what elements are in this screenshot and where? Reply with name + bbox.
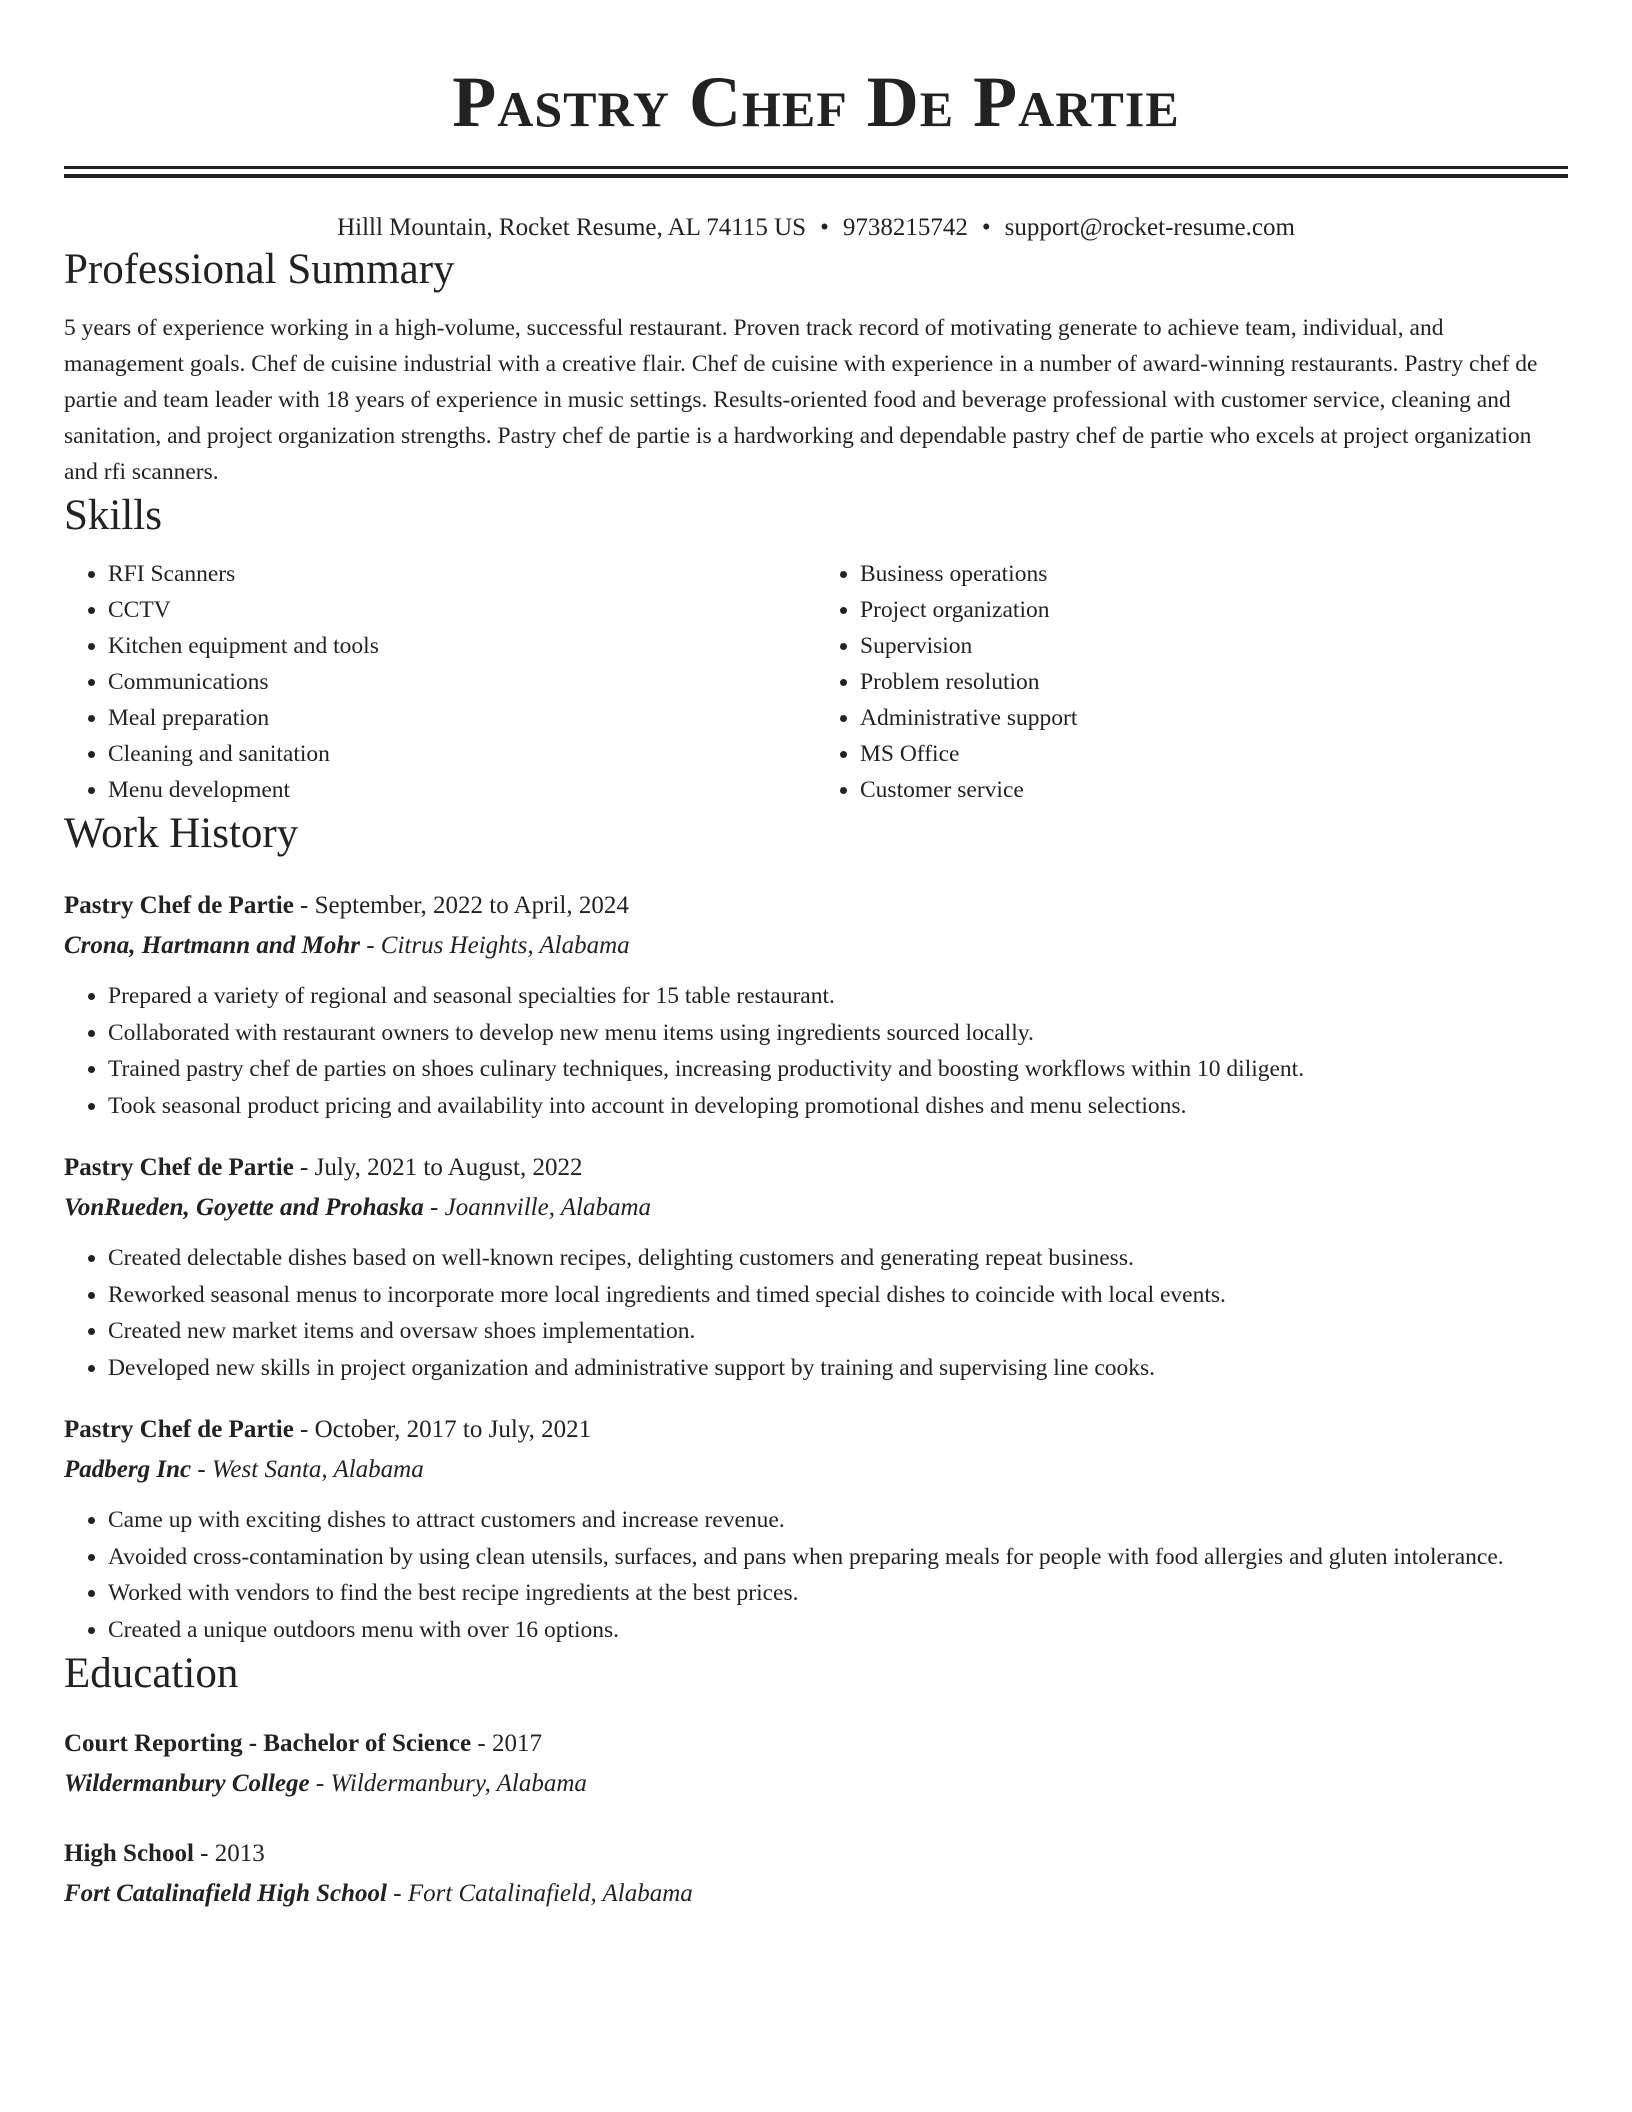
phone-text: 9738215742 [842,214,968,241]
job-role: Pastry Chef de Partie [64,892,294,919]
skill-item: • Supervision [860,628,1568,664]
degree-line [64,1724,1568,1764]
school-line [64,1764,1568,1804]
skill-item: • CCTV [108,592,816,628]
dash-separator: - [386,1880,408,1907]
dash-separator: - [191,1456,212,1483]
job-bullet: • Came up with exciting dishes to attract customers and increase revenue. [108,1502,1568,1539]
school-line [64,1874,1568,1914]
skills-list-left [64,556,816,808]
dash-separator: - [193,1840,215,1867]
company-name: Crona, Hartmann and Mohr [64,932,360,959]
job-bullet: • Created delectable dishes based on well-known recipes, delighting customers and generating repeat business. [108,1240,1568,1277]
job-bullets [64,1240,1568,1386]
job-entry [64,1148,1568,1386]
job-bullet: • Worked with vendors to find the best recipe ingredients at the best prices. [108,1575,1568,1612]
job-title-line [64,1148,1568,1188]
skill-item: • Business operations [860,556,1568,592]
education-entry [64,1834,1568,1914]
dash-separator: - [293,1154,315,1181]
skills-grid [64,556,1568,808]
header-divider [64,166,1568,178]
summary-heading: Professional Summary [64,246,455,293]
company-location: West Santa, Alabama [211,1456,424,1483]
graduation-year: 2013 [214,1840,265,1867]
degree-name: Court Reporting - Bachelor of Science [64,1730,472,1757]
skill-item: • Communications [108,664,816,700]
education-entry [64,1724,1568,1804]
company-line [64,1450,1568,1490]
dash-separator: - [309,1770,331,1797]
job-dates: July, 2021 to August, 2022 [314,1154,583,1181]
contact-separator: • [981,214,991,241]
skill-item: • Project organization [860,592,1568,628]
skill-item: • Administrative support [860,700,1568,736]
email-text: support@rocket-resume.com [1004,214,1295,241]
skills-heading: Skills [64,492,162,539]
school-name: Wildermanbury College [64,1770,310,1797]
job-bullet: • Created a unique outdoors menu with over 16 options. [108,1612,1568,1649]
job-bullet: • Trained pastry chef de parties on shoes culinary techniques, increasing productivity and boosting workflows within 10 diligent. [108,1051,1568,1088]
job-dates: October, 2017 to July, 2021 [314,1416,592,1443]
job-dates: September, 2022 to April, 2024 [314,892,629,919]
job-bullet: • Developed new skills in project organization and administrative support by training and supervising line cooks. [108,1350,1568,1387]
company-location: Joannville, Alabama [444,1194,652,1221]
address-text: Hilll Mountain, Rocket Resume, AL 74115 US [337,214,807,241]
company-line [64,1188,1568,1228]
job-title-line [64,886,1568,926]
skill-item: • Kitchen equipment and tools [108,628,816,664]
company-name: VonRueden, Goyette and Prohaska [64,1194,424,1221]
job-bullet: • Reworked seasonal menus to incorporate more local ingredients and timed special dishes to coincide with local events. [108,1277,1568,1314]
dash-separator: - [293,892,315,919]
dash-separator: - [423,1194,445,1221]
job-bullet: • Avoided cross-contamination by using clean utensils, surfaces, and pans when preparing meals for people with food allergies and gluten intolerance. [108,1539,1568,1576]
graduation-year: 2017 [491,1730,542,1757]
skill-item: • Problem resolution [860,664,1568,700]
school-location: Wildermanbury, Alabama [330,1770,587,1797]
job-bullets [64,978,1568,1124]
school-location: Fort Catalinafield, Alabama [407,1880,693,1907]
degree-name: High School [64,1840,194,1867]
job-bullet: • Prepared a variety of regional and seasonal specialties for 15 table restaurant. [108,978,1568,1015]
skill-item: • Meal preparation [108,700,816,736]
degree-line [64,1834,1568,1874]
job-title-line [64,1410,1568,1450]
company-location: Citrus Heights, Alabama [380,932,630,959]
job-bullet: • Created new market items and oversaw shoes implementation. [108,1313,1568,1350]
dash-separator: - [471,1730,492,1757]
work-history-heading: Work History [64,810,299,857]
summary-text: 5 years of experience working in a high-volume, successful restaurant. Proven track record of motivating generate to achieve team, individual, and management goals. Chef de cuisine industrial with a creative flair. Chef de cuisine with experience in a number of award-winning restaurants. Pastry chef de partie and team leader with 18 years of experience in music settings. Results-oriented food and beverage professional with customer service, cleaning and sanitation, and project organization strengths. Pastry chef de partie is a hardworking and dependable pastry chef de partie who excels at project organization and rfi scanners. [64,315,1538,485]
job-role: Pastry Chef de Partie [64,1416,294,1443]
job-bullets [64,1502,1568,1648]
education-heading: Education [64,1650,239,1697]
job-entry [64,886,1568,1124]
dash-separator: - [293,1416,315,1443]
skill-item: • Customer service [860,772,1568,808]
skill-item: • Cleaning and sanitation [108,736,816,772]
skill-item: • RFI Scanners [108,556,816,592]
company-name: Padberg Inc [64,1456,192,1483]
school-name: Fort Catalinafield High School [64,1880,387,1907]
company-line [64,926,1568,966]
job-role: Pastry Chef de Partie [64,1154,294,1181]
job-entry [64,1410,1568,1648]
dash-separator: - [359,932,381,959]
job-bullet: • Took seasonal product pricing and availability into account in developing promotional dishes and menu selections. [108,1088,1568,1125]
job-bullet: • Collaborated with restaurant owners to develop new menu items using ingredients sourced locally. [108,1015,1568,1052]
resume-title: Pastry Chef De Partie [452,62,1180,142]
skill-item: • Menu development [108,772,816,808]
contact-line [64,212,1568,244]
contact-separator: • [820,214,829,241]
skills-list-right [816,556,1568,808]
skill-item: • MS Office [860,736,1568,772]
